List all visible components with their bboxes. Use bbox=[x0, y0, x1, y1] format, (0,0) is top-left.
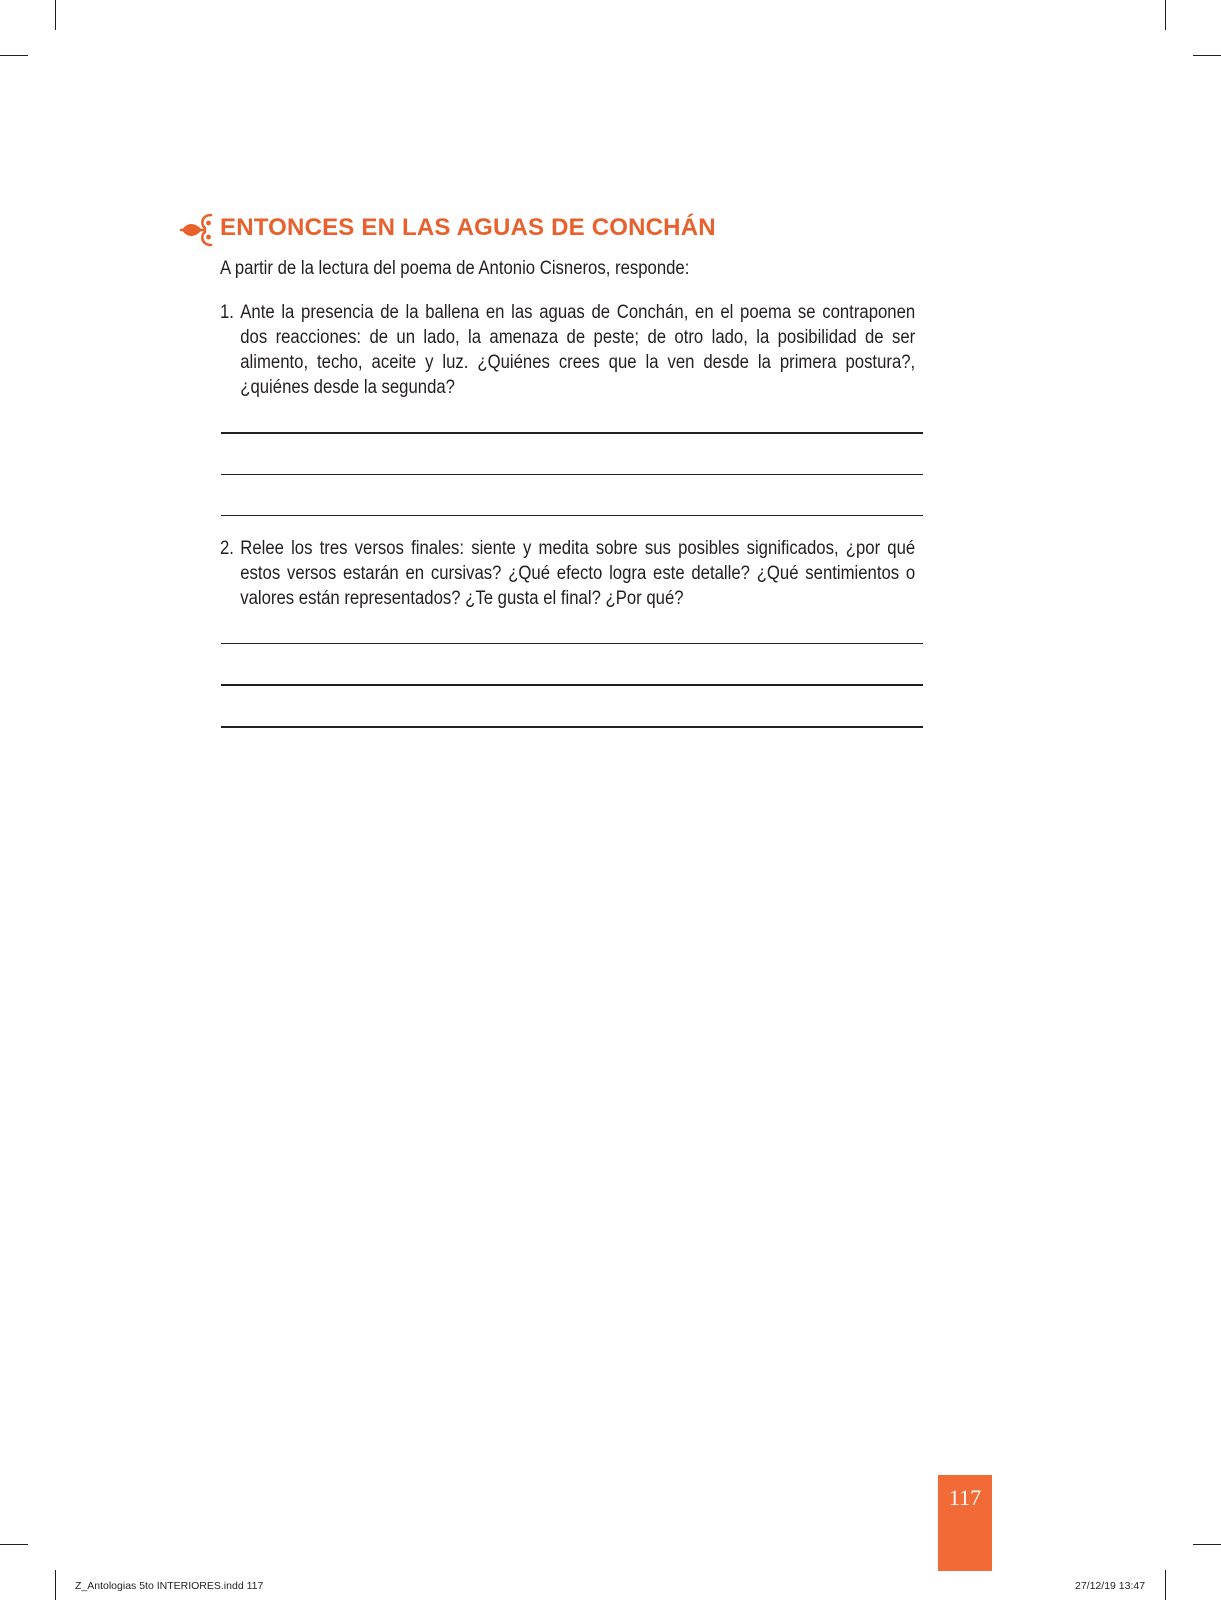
crop-mark bbox=[0, 55, 28, 56]
crop-mark bbox=[55, 1570, 56, 1600]
question-1 bbox=[220, 300, 915, 400]
page-number-tab bbox=[938, 1475, 992, 1571]
crop-mark bbox=[1165, 1570, 1166, 1600]
answer-line[interactable] bbox=[221, 515, 923, 516]
question-number: 2. bbox=[220, 538, 234, 559]
answer-line[interactable] bbox=[221, 643, 923, 644]
question-2 bbox=[220, 536, 915, 611]
question-text: Relee los tres versos finales: siente y medita sobre sus posibles significados, ¿por qué estos versos estarán en cursivas? ¿Qué efecto logra este detalle? ¿Qué sentimientos o valores están representados? ¿Te gusta el final? ¿Por qué? bbox=[240, 538, 916, 609]
crop-mark bbox=[0, 1544, 28, 1545]
slug-datetime: 27/12/19 13:47 bbox=[1075, 1580, 1146, 1592]
section-title: ENTONCES EN LAS AGUAS DE CONCHÁN bbox=[220, 214, 716, 241]
answer-line[interactable] bbox=[221, 474, 923, 475]
page-number: 117 bbox=[948, 1485, 982, 1510]
ornament-icon bbox=[180, 212, 214, 248]
crop-mark bbox=[1193, 55, 1221, 56]
question-number: 1. bbox=[220, 302, 234, 323]
answer-line[interactable] bbox=[221, 726, 923, 728]
crop-mark bbox=[55, 0, 56, 30]
question-text: Ante la presencia de la ballena en las aguas de Conchán, en el poema se contraponen dos reacciones: de un lado, la amenaza de peste; de otro lado, la posibilidad de ser alimento, techo, aceite y luz. ¿Quiénes crees que la ven desde la primera postura?, ¿quiénes desde la segunda? bbox=[240, 302, 916, 398]
intro-text: A partir de la lectura del poema de Antonio Cisneros, responde: bbox=[220, 258, 690, 279]
answer-line[interactable] bbox=[221, 684, 923, 686]
answer-line[interactable] bbox=[221, 432, 923, 434]
slug-file: Z_Antologias 5to INTERIORES.indd 117 bbox=[75, 1580, 264, 1592]
crop-mark bbox=[1193, 1544, 1221, 1545]
crop-mark bbox=[1165, 0, 1166, 30]
